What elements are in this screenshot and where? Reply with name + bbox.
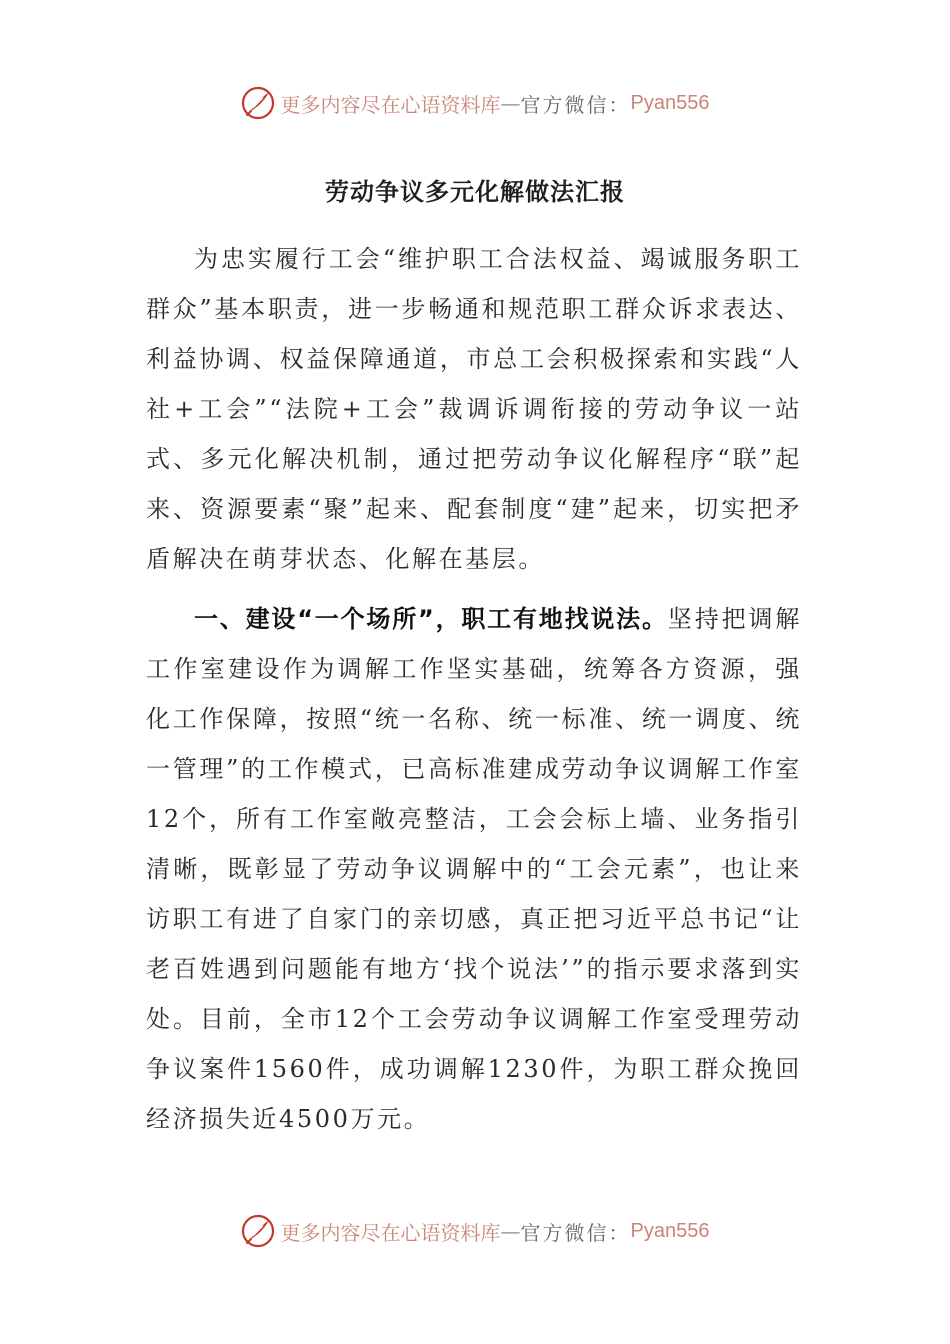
- quill-logo-icon: [241, 86, 275, 120]
- section-one-heading: 一、建设“一个场所”，职工有地找说法。: [194, 605, 668, 633]
- document-body: [146, 234, 802, 1144]
- watermark-separator: —: [500, 1219, 521, 1243]
- watermark-footer: [0, 1211, 950, 1251]
- section-one-body: 坚持把调解工作室建设作为调解工作坚实基础，统筹各方资源，强化工作保障，按照“统一名称、统一标准、统一调度、统一管理”的工作模式，已高标准建成劳动争议调解工作室12个，所有工作室敞亮整洁，工会会标上墙、业务指引清晰，既彰显了劳动争议调解中的“工会元素”，也让来访职工有进了自家门的亲切感，真正把习近平总书记“让老百姓遇到问题能有地方‘找个说法’”的指示要求落到实处。目前，全市12个工会劳动争议调解工作室受理劳动争议案件1560件，成功调解1230件，为职工群众挽回经济损失近4500万元。: [146, 605, 803, 1133]
- paragraph-intro-body: 为忠实履行工会“维护职工合法权益、竭诚服务职工群众”基本职责，进一步畅通和规范职工群众诉求表达、利益协调、权益保障通道，市总工会积极探索和实践“人社+工会”“法院+工会”裁调诉调衔接的劳动争议一站式、多元化解决机制，通过把劳动争议化解程序“联”起来、资源要素“聚”起来、配套制度“建”起来，切实把矛盾解决在萌芽状态、化解在基层。: [146, 245, 802, 573]
- paragraph-section-one: [146, 594, 802, 1144]
- watermark-wechat-id: Pyan556: [630, 91, 710, 114]
- watermark-text: 更多内容尽在心语资料库: [280, 1220, 501, 1245]
- watermark-wechat-id: Pyan556: [630, 1219, 710, 1242]
- watermark-separator: —: [500, 91, 521, 115]
- watermark-header: [0, 83, 950, 123]
- quill-logo-icon: [241, 1214, 275, 1248]
- paragraph-intro: [146, 234, 802, 584]
- watermark-wechat-label: 官方微信：: [520, 92, 631, 117]
- document-title: 劳动争议多元化解做法汇报: [325, 177, 625, 206]
- watermark-text: 更多内容尽在心语资料库: [280, 92, 501, 117]
- watermark-wechat-label: 官方微信：: [520, 1220, 631, 1245]
